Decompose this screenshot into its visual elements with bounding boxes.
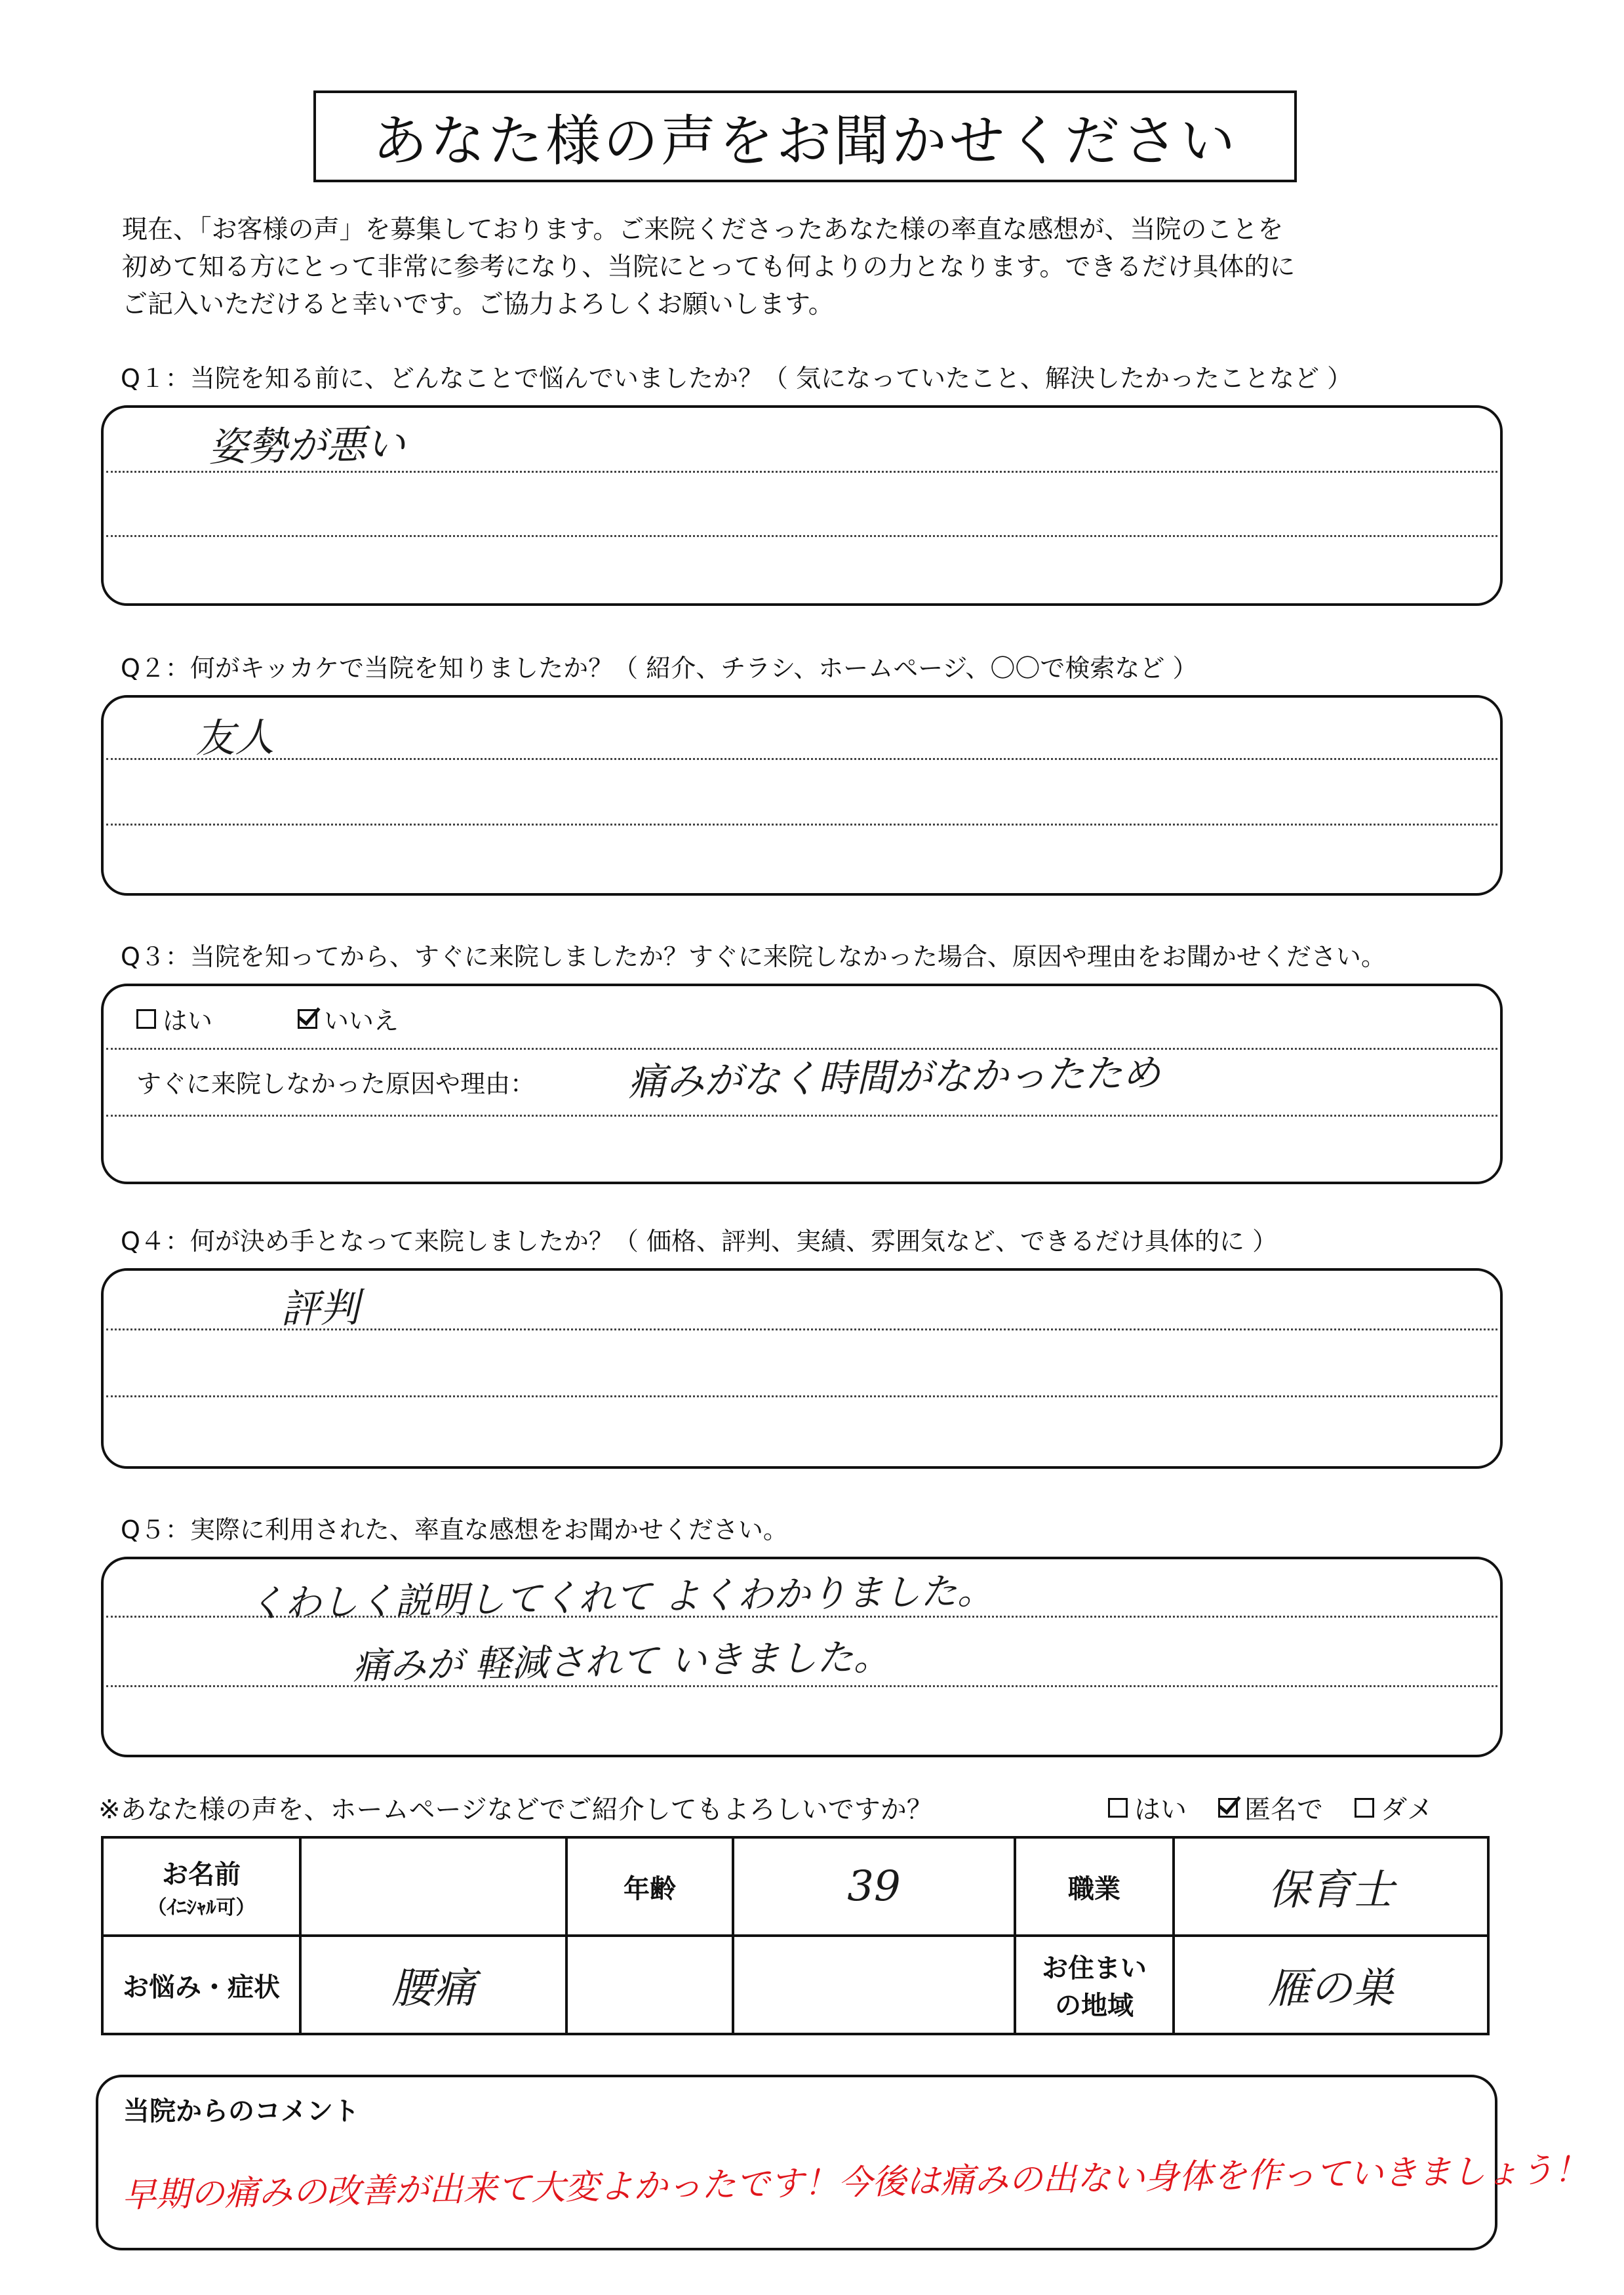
answer-line xyxy=(106,1395,1497,1397)
q3-yes-option[interactable] xyxy=(136,1001,212,1037)
area-value: 雁の巣 xyxy=(1268,1965,1394,2013)
intro-text xyxy=(122,211,1538,323)
q3-label: Q３：当院を知ってから、すぐに来院しましたか？すぐに来院しなかった場合、原因や理由をお聞かせください。 xyxy=(121,942,1386,971)
comment-title: 当院からのコメント xyxy=(123,2096,359,2126)
area-label: お住まい xyxy=(1042,1953,1147,1984)
area-label-cell xyxy=(1015,1936,1174,2034)
empty-cell xyxy=(733,1936,1015,2034)
permission-yes-option[interactable] xyxy=(1108,1789,1187,1826)
job-label: 職業 xyxy=(1068,1873,1120,1904)
job-value-cell[interactable] xyxy=(1174,1837,1488,1936)
answer-line xyxy=(106,535,1497,537)
q1-label: Q１：当院を知る前に、どんなことで悩んでいましたか？（ 気になっていたこと、解決したかったことなど ） xyxy=(121,364,1353,393)
checkbox-icon[interactable] xyxy=(136,1009,156,1029)
area-label-2: の地域 xyxy=(1055,1991,1134,2021)
respondent-info-table xyxy=(101,1836,1490,2035)
clinic-comment-box xyxy=(96,2075,1589,2250)
symptom-value-cell[interactable] xyxy=(300,1936,566,2034)
q2-label: Q２：何がキッカケで当院を知りましたか？（ 紹介、チラシ、ホームページ、〇〇で検索など ） xyxy=(121,654,1198,683)
permission-question: ※あなた様の声を、ホームページなどでご紹介してもよろしいですか？ xyxy=(98,1795,933,1825)
job-label-cell xyxy=(1015,1837,1174,1936)
checkbox-checked-icon[interactable] xyxy=(298,1009,317,1029)
q5-answer-box[interactable] xyxy=(101,1557,1503,1757)
q5-label: Q５：実際に利用された、率直な感想をお聞かせください。 xyxy=(121,1515,788,1544)
q2-answer-box[interactable] xyxy=(101,695,1503,896)
permission-anonymous-label: 匿名で xyxy=(1244,1795,1323,1825)
age-value: 39 xyxy=(847,1862,901,1911)
q4-answer-box[interactable] xyxy=(101,1268,1503,1469)
job-value: 保育士 xyxy=(1268,1866,1394,1915)
q3-yes-label: はい xyxy=(163,1007,213,1035)
q3-no-label: いいえ xyxy=(324,1007,399,1035)
answer-line xyxy=(106,471,1497,473)
permission-anonymous-option[interactable] xyxy=(1218,1789,1323,1826)
symptom-label-cell xyxy=(102,1936,300,2034)
age-label-cell xyxy=(566,1837,733,1936)
answer-line xyxy=(106,1115,1497,1117)
table-row xyxy=(102,1936,1488,2034)
symptom-value: 腰痛 xyxy=(391,1965,475,2013)
q5-answer-line2: 痛みが 軽減されて いきました。 xyxy=(352,1635,891,1688)
q3-no-option[interactable] xyxy=(298,1001,399,1037)
name-value-cell[interactable] xyxy=(300,1837,566,1936)
checkbox-checked-icon[interactable] xyxy=(1218,1798,1238,1818)
q5-answer-line1: くわしく説明してくれて よくわかりました。 xyxy=(247,1570,995,1626)
answer-line xyxy=(106,824,1497,826)
empty-cell xyxy=(566,1936,733,2034)
checkbox-icon[interactable] xyxy=(1108,1798,1128,1818)
intro-line: ご記入いただけると幸いです。ご協力よろしくお願いします。 xyxy=(122,290,834,319)
comment-text: 早期の痛みの改善が出来て大変よかったです！今後は痛みの出ない身体を作っていきましょう！ xyxy=(121,2150,1589,2216)
page-title: あなた様の声をお聞かせください xyxy=(313,90,1297,182)
q3-answer-box[interactable] xyxy=(101,984,1503,1184)
symptom-label: お悩み・症状 xyxy=(123,1972,280,2003)
answer-line xyxy=(106,758,1497,760)
permission-no-label: ダメ xyxy=(1381,1795,1433,1825)
intro-line: 現在、「お客様の声」を募集しております。ご来院くださったあなた様の率直な感想が、当院のことを xyxy=(122,215,1284,245)
q1-answer: 姿勢が悪い xyxy=(208,421,406,471)
permission-no-option[interactable] xyxy=(1355,1789,1433,1826)
q2-answer: 友人 xyxy=(195,714,275,763)
table-row xyxy=(102,1837,1488,1936)
name-label-cell xyxy=(102,1837,300,1936)
name-sub-label: （ｲﾆｼｬﾙ可） xyxy=(147,1896,256,1919)
q3-reason: 痛みがなく時間がなかったため xyxy=(627,1050,1161,1105)
age-value-cell[interactable] xyxy=(733,1837,1015,1936)
q1-answer-box[interactable] xyxy=(101,405,1503,606)
area-value-cell[interactable] xyxy=(1174,1936,1488,2034)
age-label: 年齢 xyxy=(624,1873,676,1904)
name-label: お名前 xyxy=(162,1859,241,1890)
checkbox-icon[interactable] xyxy=(1355,1798,1374,1818)
answer-line xyxy=(106,1685,1497,1687)
permission-yes-label: はい xyxy=(1134,1795,1187,1825)
q4-answer: 評判 xyxy=(280,1285,360,1333)
q4-label: Q４：何が決め手となって来院しましたか？（ 価格、評判、実績、雰囲気など、できるだけ具体的に ） xyxy=(121,1227,1278,1256)
q3-reason-label: すぐに来院しなかった原因や理由： xyxy=(136,1069,536,1098)
intro-line: 初めて知る方にとって非常に参考になり、当院にとっても何よりの力となります。できるだけ具体的に xyxy=(122,252,1296,282)
permission-options xyxy=(1108,1789,1433,1826)
